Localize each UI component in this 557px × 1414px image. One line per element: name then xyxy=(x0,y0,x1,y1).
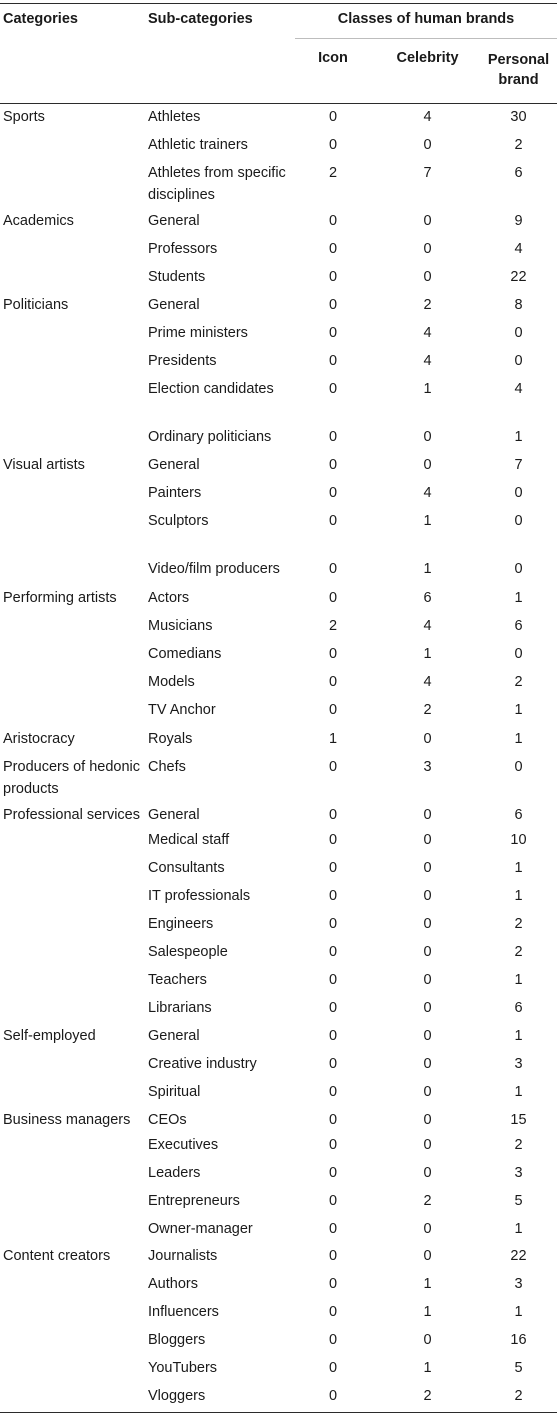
cell-celebrity-count: 0 xyxy=(423,429,432,445)
cell-subcategory: Librarians xyxy=(148,1000,212,1016)
cell-category: Aristocracy xyxy=(3,731,75,747)
cell-subcategory: CEOs xyxy=(148,1112,187,1128)
cell-personal-brand-count: 4 xyxy=(514,381,523,397)
cell-category: Producers of hedonic products xyxy=(3,759,141,797)
cell-category: Professional services xyxy=(3,807,140,823)
cell-subcategory: Election candidates xyxy=(148,381,274,397)
cell-personal-brand-count: 6 xyxy=(514,165,523,181)
cell-subcategory: Students xyxy=(148,269,206,285)
cell-personal-brand-count: 6 xyxy=(514,807,523,823)
cell-subcategory: Consultants xyxy=(148,860,225,876)
cell-subcategory: General xyxy=(148,807,200,823)
cell-celebrity-count: 0 xyxy=(423,241,432,257)
cell-celebrity-count: 4 xyxy=(423,109,432,125)
cell-icon-count: 0 xyxy=(328,353,338,369)
cell-personal-brand-count: 5 xyxy=(514,1360,523,1376)
cell-icon-count: 0 xyxy=(328,1248,338,1264)
cell-celebrity-count: 0 xyxy=(423,944,432,960)
cell-personal-brand-count: 8 xyxy=(514,297,523,313)
cell-personal-brand-count: 22 xyxy=(510,1248,527,1264)
cell-personal-brand-count: 1 xyxy=(514,1084,523,1100)
cell-icon-count: 0 xyxy=(328,759,338,775)
cell-personal-brand-count: 3 xyxy=(514,1276,523,1292)
cell-celebrity-count: 4 xyxy=(423,674,432,690)
cell-celebrity-count: 3 xyxy=(423,759,432,775)
cell-icon-count: 0 xyxy=(328,485,338,501)
cell-personal-brand-count: 3 xyxy=(514,1056,523,1072)
cell-icon-count: 1 xyxy=(328,731,338,747)
cell-subcategory: Leaders xyxy=(148,1165,201,1181)
cell-personal-brand-count: 2 xyxy=(514,1137,523,1153)
cell-celebrity-count: 1 xyxy=(423,1360,432,1376)
cell-subcategory: Influencers xyxy=(148,1304,219,1320)
cell-subcategory: Musicians xyxy=(148,618,213,634)
cell-personal-brand-count: 9 xyxy=(514,213,523,229)
cell-celebrity-count: 0 xyxy=(423,731,432,747)
cell-icon-count: 0 xyxy=(328,916,338,932)
cell-subcategory: Professors xyxy=(148,241,218,257)
cell-subcategory: Athletic trainers xyxy=(148,137,248,153)
cell-celebrity-count: 1 xyxy=(423,1276,432,1292)
cell-icon-count: 0 xyxy=(328,1000,338,1016)
cell-celebrity-count: 0 xyxy=(423,1112,432,1128)
cell-celebrity-count: 6 xyxy=(423,590,432,606)
cell-category: Sports xyxy=(3,109,45,125)
cell-icon-count: 0 xyxy=(328,1276,338,1292)
cell-category: Content creators xyxy=(3,1248,111,1264)
cell-personal-brand-count: 1 xyxy=(514,590,523,606)
cell-personal-brand-count: 22 xyxy=(510,269,527,285)
cell-celebrity-count: 4 xyxy=(423,353,432,369)
cell-subcategory: Chefs xyxy=(148,759,186,775)
cell-icon-count: 0 xyxy=(328,1388,338,1404)
cell-personal-brand-count: 1 xyxy=(514,1028,523,1044)
cell-icon-count: 0 xyxy=(328,1193,338,1209)
cell-icon-count: 0 xyxy=(328,972,338,988)
cell-celebrity-count: 2 xyxy=(423,1388,432,1404)
cell-personal-brand-count: 1 xyxy=(514,888,523,904)
cell-icon-count: 0 xyxy=(328,1112,338,1128)
header-celebrity: Celebrity xyxy=(396,50,459,66)
cell-celebrity-count: 0 xyxy=(423,916,432,932)
cell-icon-count: 0 xyxy=(328,1360,338,1376)
cell-personal-brand-count: 0 xyxy=(514,485,523,501)
cell-icon-count: 0 xyxy=(328,561,338,577)
cell-icon-count: 0 xyxy=(328,590,338,606)
cell-subcategory: Presidents xyxy=(148,353,217,369)
header-categories: Categories xyxy=(3,11,78,27)
cell-personal-brand-count: 0 xyxy=(514,759,523,775)
cell-celebrity-count: 0 xyxy=(423,807,432,823)
cell-icon-count: 0 xyxy=(328,109,338,125)
cell-celebrity-count: 0 xyxy=(423,972,432,988)
cell-category: Business managers xyxy=(3,1112,131,1128)
cell-subcategory: Journalists xyxy=(148,1248,218,1264)
cell-celebrity-count: 0 xyxy=(423,1000,432,1016)
cell-icon-count: 0 xyxy=(328,646,338,662)
cell-icon-count: 0 xyxy=(328,269,338,285)
cell-celebrity-count: 4 xyxy=(423,618,432,634)
cell-personal-brand-count: 1 xyxy=(514,731,523,747)
cell-personal-brand-count: 2 xyxy=(514,137,523,153)
header-personal-brand: Personal brand xyxy=(487,52,550,88)
cell-subcategory: IT professionals xyxy=(148,888,251,904)
cell-celebrity-count: 0 xyxy=(423,1056,432,1072)
cell-subcategory: General xyxy=(148,297,200,313)
cell-celebrity-count: 0 xyxy=(423,1248,432,1264)
cell-personal-brand-count: 3 xyxy=(514,1165,523,1181)
cell-subcategory: Athletes xyxy=(148,109,201,125)
cell-celebrity-count: 0 xyxy=(423,888,432,904)
cell-personal-brand-count: 16 xyxy=(510,1332,527,1348)
cell-subcategory: Medical staff xyxy=(148,832,230,848)
cell-personal-brand-count: 0 xyxy=(514,325,523,341)
cell-subcategory: Authors xyxy=(148,1276,198,1292)
cell-celebrity-count: 1 xyxy=(423,646,432,662)
cell-subcategory: Spiritual xyxy=(148,1084,201,1100)
cell-subcategory: Ordinary politicians xyxy=(148,429,272,445)
cell-category: Academics xyxy=(3,213,74,229)
cell-personal-brand-count: 15 xyxy=(510,1112,527,1128)
cell-personal-brand-count: 4 xyxy=(514,241,523,257)
cell-celebrity-count: 0 xyxy=(423,1137,432,1153)
cell-celebrity-count: 7 xyxy=(423,165,432,181)
cell-icon-count: 0 xyxy=(328,1056,338,1072)
cell-icon-count: 0 xyxy=(328,325,338,341)
cell-subcategory: Entrepreneurs xyxy=(148,1193,240,1209)
cell-personal-brand-count: 1 xyxy=(514,972,523,988)
cell-subcategory: Salespeople xyxy=(148,944,228,960)
cell-subcategory: Vloggers xyxy=(148,1388,206,1404)
cell-subcategory: Athletes from specific disciplines xyxy=(148,165,286,203)
cell-celebrity-count: 0 xyxy=(423,1028,432,1044)
cell-celebrity-count: 2 xyxy=(423,297,432,313)
cell-icon-count: 0 xyxy=(328,944,338,960)
cell-celebrity-count: 1 xyxy=(423,381,432,397)
cell-icon-count: 0 xyxy=(328,429,338,445)
cell-celebrity-count: 0 xyxy=(423,457,432,473)
cell-subcategory: Sculptors xyxy=(148,513,209,529)
cell-icon-count: 0 xyxy=(328,1028,338,1044)
cell-celebrity-count: 1 xyxy=(423,1304,432,1320)
cell-personal-brand-count: 1 xyxy=(514,702,523,718)
cell-celebrity-count: 0 xyxy=(423,137,432,153)
cell-personal-brand-count: 0 xyxy=(514,561,523,577)
cell-personal-brand-count: 30 xyxy=(510,109,527,125)
cell-subcategory: General xyxy=(148,457,200,473)
cell-personal-brand-count: 0 xyxy=(514,646,523,662)
cell-subcategory: Teachers xyxy=(148,972,207,988)
cell-personal-brand-count: 0 xyxy=(514,353,523,369)
cell-icon-count: 0 xyxy=(328,213,338,229)
cell-icon-count: 0 xyxy=(328,241,338,257)
cell-subcategory: General xyxy=(148,213,200,229)
cell-icon-count: 0 xyxy=(328,1221,338,1237)
cell-icon-count: 0 xyxy=(328,888,338,904)
cell-subcategory: Prime ministers xyxy=(148,325,248,341)
cell-celebrity-count: 2 xyxy=(423,702,432,718)
cell-subcategory: Engineers xyxy=(148,916,214,932)
cell-subcategory: General xyxy=(148,1028,200,1044)
cell-icon-count: 0 xyxy=(328,1332,338,1348)
cell-icon-count: 0 xyxy=(328,457,338,473)
cell-personal-brand-count: 2 xyxy=(514,916,523,932)
cell-celebrity-count: 4 xyxy=(423,325,432,341)
cell-icon-count: 0 xyxy=(328,1084,338,1100)
header-icon: Icon xyxy=(318,50,348,66)
cell-category: Self-employed xyxy=(3,1028,96,1044)
cell-subcategory: Bloggers xyxy=(148,1332,206,1348)
cell-icon-count: 2 xyxy=(328,618,338,634)
cell-subcategory: Painters xyxy=(148,485,202,501)
cell-personal-brand-count: 6 xyxy=(514,1000,523,1016)
cell-personal-brand-count: 6 xyxy=(514,618,523,634)
cell-celebrity-count: 0 xyxy=(423,860,432,876)
cell-icon-count: 0 xyxy=(328,807,338,823)
cell-icon-count: 0 xyxy=(328,1165,338,1181)
cell-subcategory: Executives xyxy=(148,1137,219,1153)
cell-category: Politicians xyxy=(3,297,69,313)
cell-personal-brand-count: 1 xyxy=(514,429,523,445)
cell-personal-brand-count: 1 xyxy=(514,860,523,876)
cell-personal-brand-count: 0 xyxy=(514,513,523,529)
cell-icon-count: 0 xyxy=(328,832,338,848)
cell-icon-count: 0 xyxy=(328,1137,338,1153)
cell-personal-brand-count: 2 xyxy=(514,674,523,690)
cell-icon-count: 0 xyxy=(328,1304,338,1320)
cell-celebrity-count: 2 xyxy=(423,1193,432,1209)
cell-personal-brand-count: 1 xyxy=(514,1221,523,1237)
cell-subcategory: Actors xyxy=(148,590,190,606)
cell-celebrity-count: 4 xyxy=(423,485,432,501)
cell-subcategory: Royals xyxy=(148,731,193,747)
header-classes: Classes of human brands xyxy=(337,11,515,27)
cell-subcategory: Models xyxy=(148,674,195,690)
cell-subcategory: Comedians xyxy=(148,646,222,662)
cell-celebrity-count: 0 xyxy=(423,269,432,285)
cell-celebrity-count: 0 xyxy=(423,1165,432,1181)
cell-celebrity-count: 0 xyxy=(423,1221,432,1237)
cell-personal-brand-count: 5 xyxy=(514,1193,523,1209)
cell-icon-count: 0 xyxy=(328,381,338,397)
cell-celebrity-count: 0 xyxy=(423,832,432,848)
cell-celebrity-count: 1 xyxy=(423,513,432,529)
cell-personal-brand-count: 7 xyxy=(514,457,523,473)
cell-celebrity-count: 1 xyxy=(423,561,432,577)
cell-icon-count: 0 xyxy=(328,674,338,690)
cell-subcategory: Video/film producers xyxy=(148,561,280,577)
cell-icon-count: 0 xyxy=(328,137,338,153)
cell-icon-count: 0 xyxy=(328,513,338,529)
cell-icon-count: 0 xyxy=(328,702,338,718)
cell-celebrity-count: 0 xyxy=(423,1332,432,1348)
cell-subcategory: Creative industry xyxy=(148,1056,257,1072)
header-subcategories: Sub-categories xyxy=(148,11,253,27)
cell-category: Visual artists xyxy=(3,457,85,473)
cell-personal-brand-count: 1 xyxy=(514,1304,523,1320)
cell-icon-count: 0 xyxy=(328,860,338,876)
cell-subcategory: TV Anchor xyxy=(148,702,216,718)
cell-icon-count: 2 xyxy=(328,165,338,181)
cell-subcategory: Owner-manager xyxy=(148,1221,253,1237)
cell-personal-brand-count: 2 xyxy=(514,1388,523,1404)
cell-personal-brand-count: 10 xyxy=(510,832,527,848)
cell-celebrity-count: 0 xyxy=(423,213,432,229)
cell-category: Performing artists xyxy=(3,590,117,606)
cell-celebrity-count: 0 xyxy=(423,1084,432,1100)
cell-personal-brand-count: 2 xyxy=(514,944,523,960)
cell-subcategory: YouTubers xyxy=(148,1360,218,1376)
cell-icon-count: 0 xyxy=(328,297,338,313)
